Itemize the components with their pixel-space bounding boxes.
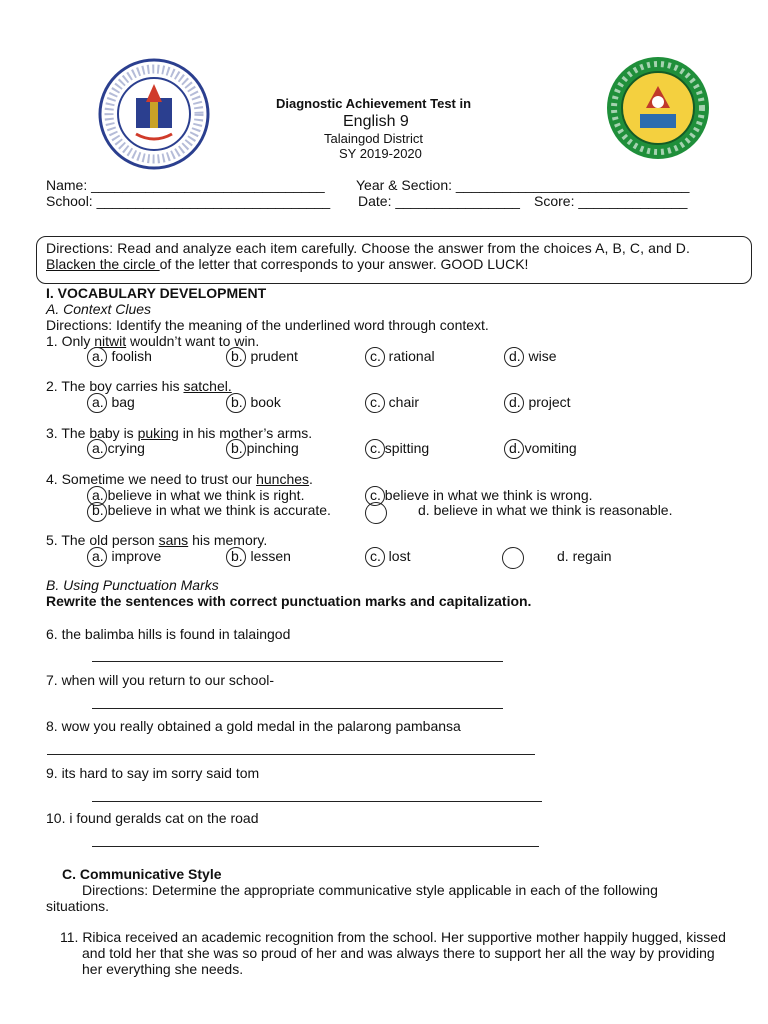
choice-4c: c. believe in what we think is wrong. bbox=[370, 487, 593, 503]
choice-1b: b. prudent bbox=[231, 348, 298, 364]
question-5: 5. The old person sans his memory. bbox=[46, 532, 268, 548]
choice-5c: c. lost bbox=[370, 548, 411, 564]
choice-circle-5d[interactable] bbox=[502, 547, 524, 569]
communicative-directions-1: Directions: Determine the appropriate communicative style applicable in each of the following bbox=[82, 882, 658, 898]
directions-line2 bbox=[46, 256, 528, 272]
choice-3a: a. crying bbox=[92, 440, 145, 456]
directions-line1: Directions: Read and analyze each item carefully. Choose the answer from the choices A, B, C, and D. bbox=[46, 240, 690, 256]
choice-5d: d. regain bbox=[557, 548, 612, 564]
choice-2d: d. project bbox=[509, 394, 571, 410]
answer-line-7[interactable] bbox=[92, 708, 503, 709]
item-6: 6. the balimba hills is found in talaingod bbox=[46, 626, 291, 642]
choice-circle-4d[interactable] bbox=[365, 502, 387, 524]
subsection-communicative-style: C. Communicative Style bbox=[62, 866, 222, 882]
underlined-word: nitwit bbox=[94, 333, 127, 349]
subsection-context-clues: A. Context Clues bbox=[46, 301, 152, 317]
section-heading-vocab: I. VOCABULARY DEVELOPMENT bbox=[46, 285, 267, 301]
choice-2c: c. chair bbox=[370, 394, 420, 410]
underlined-word: satchel. bbox=[183, 378, 232, 394]
district-title: Talaingod District bbox=[324, 131, 423, 146]
date-field[interactable]: Date: ________________ bbox=[358, 193, 520, 209]
question-11-line2: and told her that she was so proud of her and was always there to support her all the way by providing bbox=[82, 945, 715, 961]
choice-5a: a. improve bbox=[92, 548, 162, 564]
answer-line-9[interactable] bbox=[92, 801, 542, 802]
choice-2a: a. bag bbox=[92, 394, 135, 410]
deped-seal-logo bbox=[98, 58, 210, 170]
item-10: 10. i found geralds cat on the road bbox=[46, 810, 259, 826]
underlined-word: sans bbox=[158, 532, 189, 548]
school-year: SY 2019-2020 bbox=[339, 146, 422, 161]
item-7: 7. when will you return to our school- bbox=[46, 672, 274, 688]
choice-5b: b. lessen bbox=[231, 548, 291, 564]
question-1: 1. Only nitwit wouldn’t want to win. bbox=[46, 333, 260, 349]
choice-3d: d. vomiting bbox=[509, 440, 577, 456]
directions-line2-rest: of the letter that corresponds to your answer. GOOD LUCK! bbox=[159, 256, 529, 272]
choice-2b: b. book bbox=[231, 394, 281, 410]
subject-title: English 9 bbox=[343, 113, 409, 130]
subsection-punctuation: B. Using Punctuation Marks bbox=[46, 577, 219, 593]
answer-line-6[interactable] bbox=[92, 661, 503, 662]
item-8: 8. wow you really obtained a gold medal in the palarong pambansa bbox=[46, 718, 461, 734]
choice-4a: a. believe in what we think is right. bbox=[92, 487, 305, 503]
choice-4d: d. believe in what we think is reasonable. bbox=[418, 502, 673, 518]
question-11-line3: her everything she needs. bbox=[82, 961, 244, 977]
answer-line-10[interactable] bbox=[92, 846, 539, 847]
question-4: 4. Sometime we need to trust our hunches. bbox=[46, 471, 313, 487]
name-field[interactable]: Name: ______________________________ bbox=[46, 177, 325, 193]
question-3: 3. The baby is puking in his mother’s arms. bbox=[46, 425, 313, 441]
choice-1d: d. wise bbox=[509, 348, 557, 364]
underlined-word: hunches bbox=[256, 471, 310, 487]
choice-1a: a. foolish bbox=[92, 348, 152, 364]
punctuation-instruction: Rewrite the sentences with correct punctuation marks and capitalization. bbox=[46, 593, 532, 609]
blacken-text: Blacken the circle bbox=[46, 256, 160, 272]
question-2: 2. The boy carries his satchel. bbox=[46, 378, 232, 394]
year-section-field[interactable]: Year & Section: ______________________________ bbox=[356, 177, 690, 193]
underlined-word: puking bbox=[137, 425, 179, 441]
context-directions: Directions: Identify the meaning of the underlined word through context. bbox=[46, 317, 489, 333]
test-title: Diagnostic Achievement Test in bbox=[276, 96, 472, 111]
division-seal-logo bbox=[606, 56, 710, 160]
choice-3b: b. pinching bbox=[231, 440, 299, 456]
score-field[interactable]: Score: ______________ bbox=[534, 193, 688, 209]
answer-line-8[interactable] bbox=[47, 754, 535, 755]
item-9: 9. its hard to say im sorry said tom bbox=[46, 765, 260, 781]
choice-3c: c. spitting bbox=[370, 440, 430, 456]
school-field[interactable]: School: ______________________________ bbox=[46, 193, 331, 209]
communicative-directions-2: situations. bbox=[46, 898, 110, 914]
choice-4b: b. believe in what we think is accurate. bbox=[92, 502, 331, 518]
question-11-line1: 11. Ribica received an academic recognition from the school. Her supportive mother happily hugged, kissed bbox=[60, 929, 726, 945]
choice-1c: c. rational bbox=[370, 348, 435, 364]
